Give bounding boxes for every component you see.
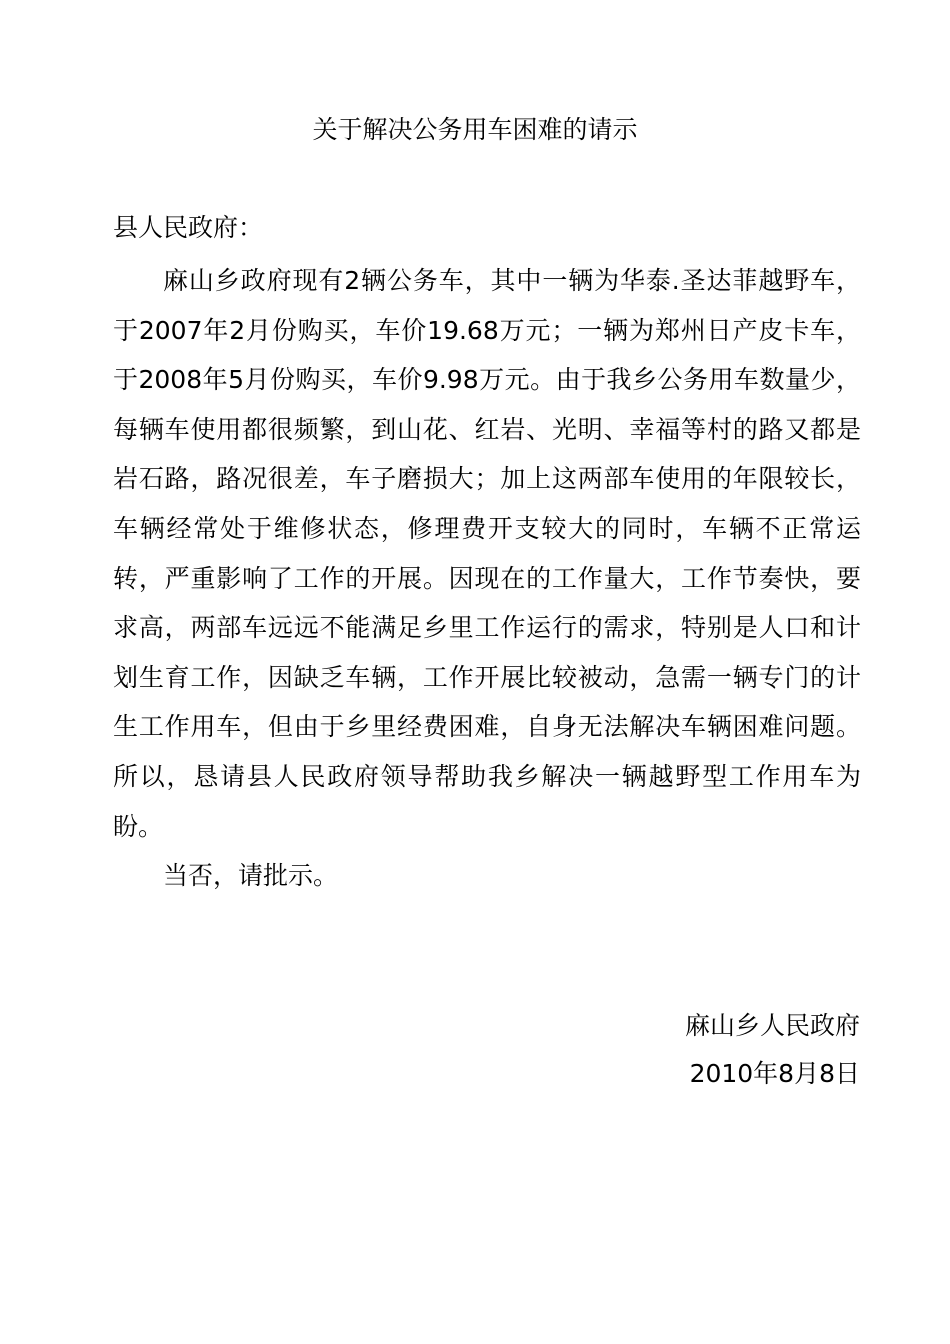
- document-date: 2010年8月8日: [689, 1059, 860, 1088]
- document-body: [113, 256, 861, 901]
- document-title: 关于解决公务用车困难的请示: [312, 115, 638, 144]
- salutation: 县人民政府：: [113, 213, 264, 242]
- body-paragraph: 麻山乡政府现有2辆公务车，其中一辆为华泰.圣达菲越野车，于2007年2月份购买，车价19.68万元；一辆为郑州日产皮卡车，于2008年5月份购买，车价9.98万元。由于我乡公务用车数量少，每辆车使用都很频繁，到山花、红岩、光明、幸福等村的路又都是岩石路，路况很差，车子磨损大；加上这两部车使用的年限较长，车辆经常处于维修状态，修理费开支较大的同时，车辆不正常运转，严重影响了工作的开展。因现在的工作量大，工作节奏快，要求高，两部车远远不能满足乡里工作运行的需求，特别是人口和计划生育工作，因缺乏车辆，工作开展比较被动，急需一辆专门的计生工作用车，但由于乡里经费困难，自身无法解决车辆困难问题。所以，恳请县人民政府领导帮助我乡解决一辆越野型工作用车为盼。: [113, 266, 861, 841]
- closing-request: 当否，请批示。: [163, 861, 339, 891]
- signoff-block: [600, 1002, 860, 1098]
- signature: 麻山乡人民政府: [684, 1011, 860, 1040]
